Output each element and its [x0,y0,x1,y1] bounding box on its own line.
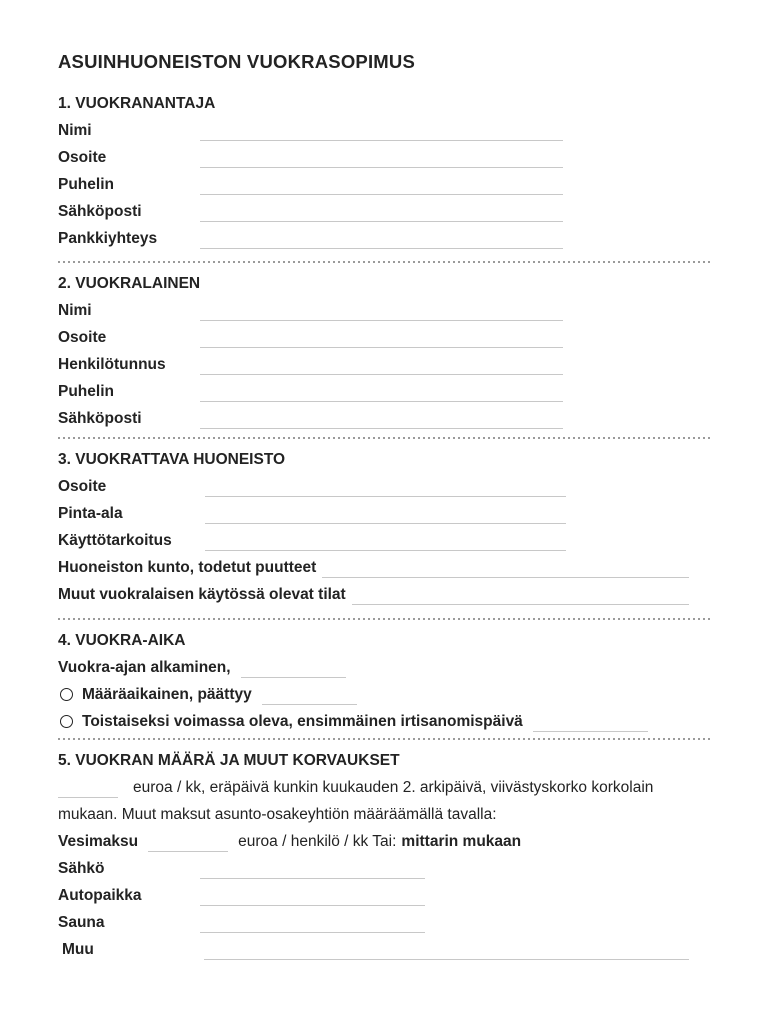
tenant-osoite-line[interactable] [200,327,563,348]
field-label: Pinta-ala [58,504,123,522]
field-row [58,378,713,405]
radio-option-row [58,681,713,708]
apartment-kayttotarkoitus-line[interactable] [205,530,566,551]
water-meter-text: mittarin mukaan [401,832,522,850]
field-label: Osoite [58,148,107,166]
field-row [58,882,713,909]
field-label: Käyttötarkoitus [58,531,172,549]
other-fee-line[interactable] [204,939,689,960]
document-title: ASUINHUONEISTON VUOKRASOPIMUS [58,51,415,72]
field-label: Muut vuokralaisen käytössä olevat tilat [58,585,346,603]
landlord-sahkoposti-line[interactable] [200,201,563,222]
apartment-osoite-line[interactable] [205,476,566,497]
tenant-nimi-line[interactable] [200,300,563,321]
field-label: Osoite [58,328,107,346]
field-label: Pankkiyhteys [58,229,158,247]
field-label: Henkilötunnus [58,355,166,373]
field-label: Nimi [58,301,92,319]
field-row [58,405,713,432]
section-term-heading: 4. VUOKRA-AIKA [58,632,186,649]
landlord-osoite-line[interactable] [200,147,563,168]
water-fee-line[interactable] [148,831,228,852]
section-divider [58,738,713,740]
apartment-muut-tilat-line[interactable] [352,584,689,605]
field-row [58,554,713,581]
field-label: Autopaikka [58,886,142,904]
section-rent-heading: 5. VUOKRAN MÄÄRÄ JA MUUT KORVAUKSET [58,752,400,769]
field-row [58,527,713,554]
field-label: Nimi [58,121,92,139]
field-row [58,144,713,171]
sauna-line[interactable] [200,912,425,933]
field-row [58,324,713,351]
section-tenant-heading: 2. VUOKRALAINEN [58,275,201,292]
section-apartment-heading: 3. VUOKRATTAVA HUONEISTO [58,451,286,468]
section-divider [58,261,713,263]
field-row [58,225,713,252]
rent-amount-row [58,774,713,801]
fixed-term-radio[interactable] [60,688,73,701]
field-label: Sähköposti [58,202,142,220]
section-divider [58,618,713,620]
tenant-henkilotunnus-line[interactable] [200,354,563,375]
section-landlord [58,90,713,252]
field-row [58,581,713,608]
section-landlord-heading: 1. VUOKRANANTAJA [58,95,216,112]
apartment-pinta-ala-line[interactable] [205,503,566,524]
electricity-line[interactable] [200,858,425,879]
field-row [58,117,713,144]
field-label: Puhelin [58,382,114,400]
water-fee-row [58,828,713,855]
radio-option-row [58,708,713,735]
apartment-kunto-line[interactable] [322,557,689,578]
field-label: Osoite [58,477,107,495]
term-start-date-line[interactable] [241,657,346,678]
landlord-puhelin-line[interactable] [200,174,563,195]
field-label: Sähköposti [58,409,142,427]
field-label: Sähkö [58,859,105,877]
radio-option-label: Toistaiseksi voimassa oleva, ensimmäinen irtisanomispäivä [82,712,523,730]
term-notice-date-line[interactable] [533,711,648,732]
until-further-notice-radio[interactable] [60,715,73,728]
field-label: Sauna [58,913,105,931]
radio-option-label: Määräaikainen, päättyy [82,685,252,703]
tenant-sahkoposti-line[interactable] [200,408,563,429]
field-row [58,171,713,198]
section-tenant [58,270,713,432]
field-row [58,351,713,378]
field-row [58,297,713,324]
field-row [58,654,713,681]
section-apartment [58,446,713,608]
section-rent [58,747,713,963]
rent-amount-text-line2: mukaan. Muut maksut asunto-osakeyhtiön määräämällä tavalla: [58,805,497,823]
section-term [58,627,713,735]
water-fee-unit-text: euroa / henkilö / kk Tai: [238,832,397,850]
field-label: Huoneiston kunto, todetut puutteet [58,558,317,576]
rent-amount-line[interactable] [58,777,118,798]
field-row [58,500,713,527]
field-label: Vesimaksu [58,832,139,850]
field-label: Vuokra-ajan alkaminen, [58,658,231,676]
field-row [58,198,713,225]
landlord-pankkiyhteys-line[interactable] [200,228,563,249]
field-row [58,936,713,963]
term-end-date-line[interactable] [262,684,357,705]
rent-amount-row2 [58,801,713,828]
parking-line[interactable] [200,885,425,906]
field-label: Muu [62,940,94,958]
landlord-nimi-line[interactable] [200,120,563,141]
field-row [58,473,713,500]
section-divider [58,437,713,439]
field-row [58,855,713,882]
tenant-puhelin-line[interactable] [200,381,563,402]
field-row [58,909,713,936]
field-label: Puhelin [58,175,114,193]
rent-amount-text: euroa / kk, eräpäivä kunkin kuukauden 2. arkipäivä, viivästyskorko korkolain [133,778,654,796]
